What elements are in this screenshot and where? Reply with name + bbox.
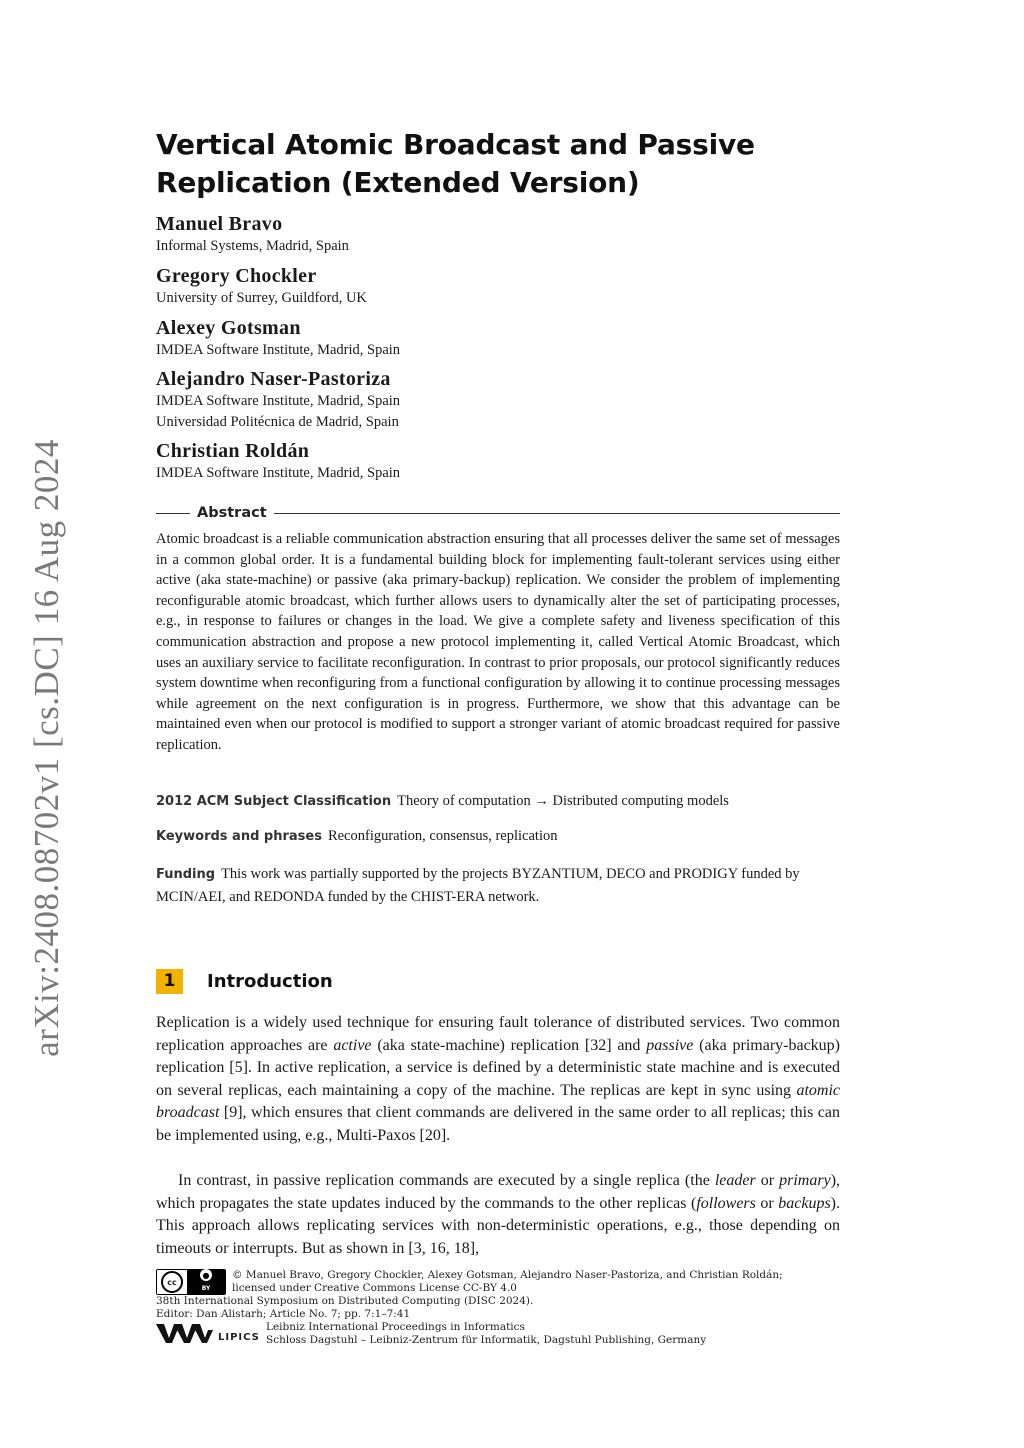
publisher-text xyxy=(266,1321,706,1347)
copyright-line: © Manuel Bravo, Gregory Chockler, Alexey Gotsman, Alejandro Naser-Pastoriza, and Christian Roldán; xyxy=(232,1269,783,1281)
author-affiliation: University of Surrey, Guildford, UK xyxy=(156,290,367,306)
text-run: (aka state-machine) replication [32] and xyxy=(371,1036,647,1054)
emphasis: backups xyxy=(778,1194,831,1212)
funding-value: This work was partially supported by the projects BYZANTIUM, DECO and PRODIGY funded by MCIN/AEI, and REDONDA funded by the CHIST-ERA network. xyxy=(156,866,800,905)
abstract-text: Atomic broadcast is a reliable communication abstraction ensuring that all processes deliver the same set of messages in a common global order. It is a fundamental building block for implementing fault-tolerant services using either active (aka state-machine) or passive (aka primary-backup) replication. We consider the problem of implementing reconfigurable atomic broadcast, which further allows users to dynamically alter the set of participating processes, e.g., in response to failures or changes in the load. We give a complete safety and liveness specification of this communication abstraction and propose a new protocol implementing it, called Vertical Atomic Broadcast, which uses an auxiliary service to facilitate reconfiguration. In contrast to prior proposals, our protocol significantly reduces system downtime when reconfiguring from a functional configuration by allowing it to continue processing messages while agreement on the next configuration is in progress. Furthermore, we show that this advantage can be maintained even when our protocol is modified to support a stronger variant of atomic broadcast required for passive replication. xyxy=(156,531,840,753)
arxiv-identifier: arXiv:2408.08702v1 [cs.DC] 16 Aug 2024 xyxy=(27,438,67,1057)
funding xyxy=(156,863,840,908)
emphasis: leader xyxy=(714,1172,756,1189)
license-line: licensed under Creative Commons License CC-BY 4.0 xyxy=(232,1282,517,1294)
body-paragraph xyxy=(156,1012,840,1148)
editor-line: Editor: Dan Alistarh; Article No. 7; pp. 7:1–7:41 xyxy=(156,1308,411,1320)
publisher-row xyxy=(156,1321,856,1347)
section-heading xyxy=(156,968,333,994)
acm-value: Theory of computation → Distributed computing models xyxy=(397,793,729,809)
license-row xyxy=(156,1269,856,1295)
section-number: 1 xyxy=(156,969,183,994)
author-affiliation: IMDEA Software Institute, Madrid, Spain xyxy=(156,393,401,409)
publisher-line: Schloss Dagstuhl – Leibniz-Zentrum für Informatik, Dagstuhl Publishing, Germany xyxy=(266,1334,707,1346)
emphasis: followers xyxy=(696,1194,756,1212)
lipics-wordmark: LIPICS xyxy=(218,1332,260,1343)
author-name: Christian Roldán xyxy=(156,440,310,462)
cc-by-license-icon xyxy=(156,1269,226,1295)
text-run: (aka primary-backup) replication [5]. In active replication, a service is defined by a deterministic state machine and is executed on several replicas, each maintaining a copy of the machine. The replicas are kept in sync using xyxy=(156,1036,841,1099)
author-affiliation: Informal Systems, Madrid, Spain xyxy=(156,238,349,254)
acm-label: 2012 ACM Subject Classification xyxy=(156,794,392,809)
by-label: BY xyxy=(201,1285,211,1292)
paper-title: Vertical Atomic Broadcast and Passive Replication (Extended Version) xyxy=(156,128,755,199)
cc-icon: cc xyxy=(161,1271,183,1293)
text-run: ), which propagates the state updates induced by the commands to the other replicas ( xyxy=(156,1172,841,1212)
keywords-label: Keywords and phrases xyxy=(156,829,322,844)
author-name: Alexey Gotsman xyxy=(156,317,301,339)
text-run: or xyxy=(755,1194,779,1212)
text-run: or xyxy=(755,1172,780,1189)
acm-classification xyxy=(156,790,840,813)
emphasis: passive xyxy=(646,1036,694,1054)
venue-line: 38th International Symposium on Distributed Computing (DISC 2024). xyxy=(156,1295,534,1307)
divider xyxy=(156,513,190,514)
lipics-logo xyxy=(156,1321,266,1344)
author-affiliation: Universidad Politécnica de Madrid, Spain xyxy=(156,414,399,430)
author-name: Manuel Bravo xyxy=(156,213,283,235)
abstract-heading xyxy=(156,503,840,523)
author-block xyxy=(156,264,367,309)
divider xyxy=(274,513,840,514)
body-paragraph xyxy=(156,1170,840,1260)
license-text xyxy=(232,1269,822,1295)
keywords xyxy=(156,825,840,848)
emphasis: primary xyxy=(779,1172,831,1189)
author-name: Alejandro Naser-Pastoriza xyxy=(156,368,391,390)
author-block xyxy=(156,367,400,433)
author-affiliation: IMDEA Software Institute, Madrid, Spain xyxy=(156,465,401,481)
text-run: ). This approach allows replicating services with non-deterministic operations, e.g., those depending on timeouts or interrupts. But as shown in [3, 16, 18], xyxy=(156,1194,840,1257)
abstract-label: Abstract xyxy=(197,505,267,521)
author-block xyxy=(156,212,349,257)
series-line: Leibniz International Proceedings in Informatics xyxy=(266,1321,525,1333)
author-name: Gregory Chockler xyxy=(156,265,317,287)
emphasis: active xyxy=(333,1036,372,1054)
section-title: Introduction xyxy=(207,970,333,992)
emphasis: atomic broadcast xyxy=(156,1081,840,1122)
text-run: [9], which ensures that client commands are delivered in the same order to all replicas; this can be implemented using, e.g., Multi-Paxos [20]. xyxy=(156,1104,840,1144)
text-run: Replication is a widely used technique for ensuring fault tolerance of distributed services. Two common replication approaches are xyxy=(156,1014,840,1054)
page-footer xyxy=(156,1269,856,1347)
funding-label: Funding xyxy=(156,867,216,882)
author-affiliation: IMDEA Software Institute, Madrid, Spain xyxy=(156,342,401,358)
keywords-value: Reconfiguration, consensus, replication xyxy=(327,828,558,844)
lipics-mark-icon xyxy=(156,1322,214,1344)
author-block xyxy=(156,316,400,361)
text-run: In contrast, in passive replication commands are executed by a single replica (the xyxy=(178,1172,715,1189)
author-block xyxy=(156,439,400,484)
person-icon: ● xyxy=(200,1269,212,1281)
